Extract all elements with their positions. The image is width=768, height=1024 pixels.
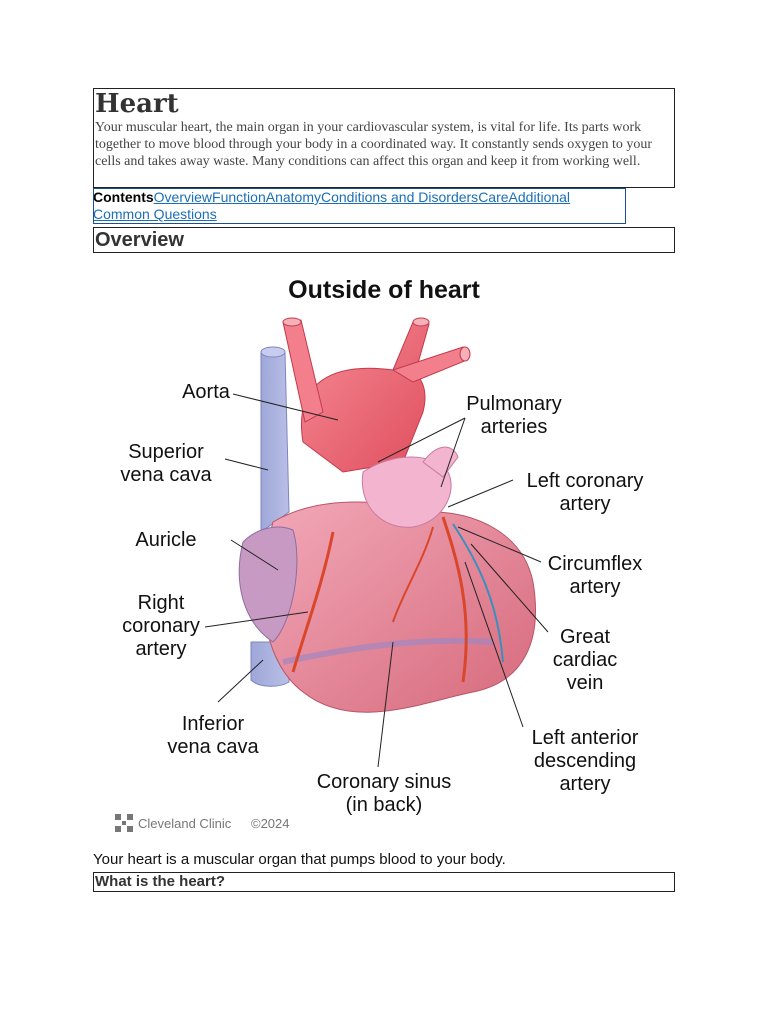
label-rca-3: artery (135, 638, 187, 660)
label-lad-1: Left anterior (531, 727, 639, 749)
toc-link-additional-questions[interactable]: Additional Common Questions (93, 189, 571, 222)
label-pa-2: arteries (480, 416, 548, 438)
table-of-contents (93, 189, 626, 223)
label-aorta: Aorta (182, 381, 230, 403)
toc-link-conditions[interactable]: Conditions and Disorders (320, 189, 479, 205)
label-gcv-2: cardiac (552, 649, 618, 671)
label-ivc-2: vena cava (167, 736, 259, 758)
label-lad-2: descending (533, 750, 637, 772)
label-gcv-1: Great (559, 626, 611, 648)
label-lad-3: artery (559, 773, 611, 795)
label-pa-1: Pulmonary (466, 393, 562, 415)
label-lca-2: artery (559, 493, 611, 515)
label-rca-1: Right (137, 592, 185, 614)
toc-link-function[interactable]: Function (212, 189, 266, 205)
label-gcv-3: vein (566, 672, 604, 694)
figure-caption: Your heart is a muscular organ that pumps blood to your body. (93, 851, 506, 868)
toc-link-care[interactable]: Care (478, 189, 509, 205)
label-svc-1: Superior (128, 441, 204, 463)
toc-link-overview[interactable]: Overview (153, 189, 213, 205)
figure-copyright: ©2024 (251, 816, 290, 831)
label-cs-1: Coronary sinus (316, 771, 452, 793)
toc-link-anatomy[interactable]: Anatomy (265, 189, 321, 205)
label-rca-2: coronary (122, 615, 200, 637)
page-title: Heart (95, 89, 179, 119)
contents-label: Contents (93, 189, 154, 205)
label-cx-1: Circumflex (547, 553, 643, 575)
section-heading-what-is-the-heart: What is the heart? (93, 872, 675, 892)
label-cs-2: (in back) (345, 794, 423, 816)
superior-vena-cava-shape (261, 352, 289, 532)
figure-credit: Cleveland Clinic (138, 816, 232, 831)
label-cx-2: artery (569, 576, 621, 598)
label-ivc-1: Inferior (181, 713, 245, 735)
section-heading-overview: Overview (93, 227, 675, 253)
aorta-shape (301, 322, 429, 472)
intro-box (93, 88, 675, 188)
cleveland-clinic-logo (115, 814, 133, 832)
label-svc-2: vena cava (120, 464, 212, 486)
heart-illustration (93, 262, 675, 842)
intro-paragraph: Your muscular heart, the main organ in your cardiovascular system, is vital for life. Its parts work together to move blood through your body in a coordinated way. It constantly sends oxygen to your cells and takes away waste. Many conditions can affect this organ and keep it from working well. (95, 120, 653, 169)
label-lca-1: Left coronary (526, 470, 644, 492)
figure-title: Outside of heart (288, 276, 480, 304)
label-auricle: Auricle (135, 529, 197, 551)
